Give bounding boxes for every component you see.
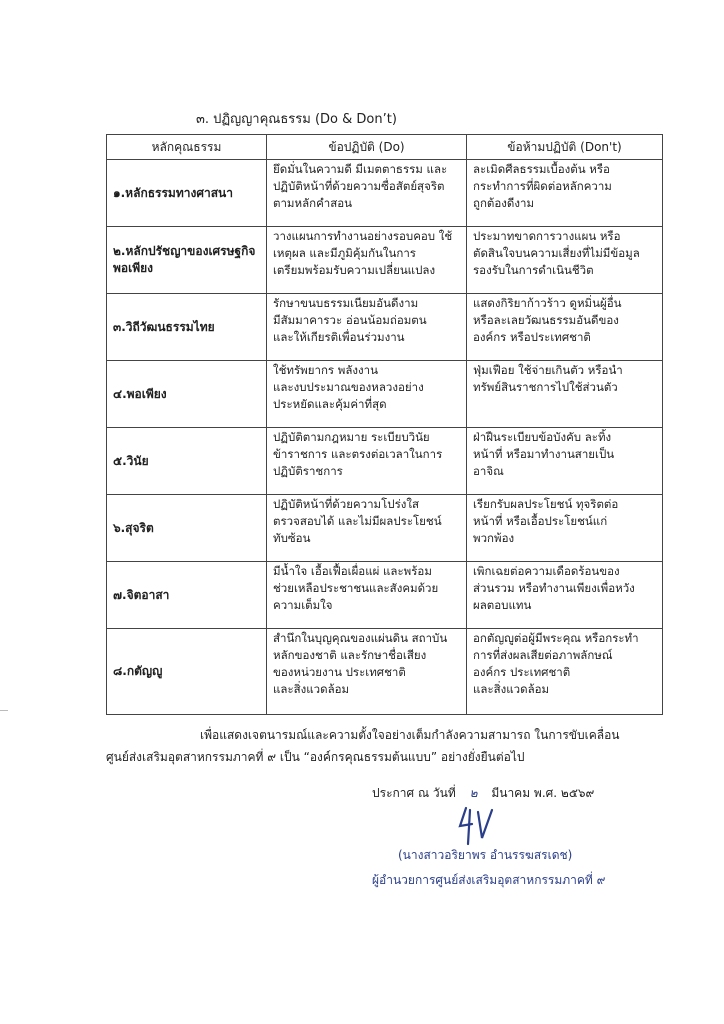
- table-body: [107, 160, 663, 715]
- dont-cell: [467, 361, 663, 428]
- header-dont: ข้อห้ามปฏิบัติ (Don't): [467, 135, 663, 160]
- do-cell-line: ประหยัดและคุ้มค่าที่สุด: [273, 397, 387, 411]
- do-cell: [267, 294, 467, 361]
- do-cell: [267, 629, 467, 715]
- dont-cell-line: เรียกรับผลประโยชน์ ทุจริตต่อ: [473, 497, 619, 511]
- dont-cell-line: หน้าที่ หรือเอื้อประโยชน์แก่: [473, 514, 608, 528]
- signer-position: ผู้อำนวยการศูนย์ส่งเสริมอุตสาหกรรมภาคที่ ๙: [372, 873, 606, 887]
- do-cell-line: ยึดมั่นในความดี มีเมตตาธรรม และ: [273, 162, 448, 176]
- do-cell-line: มีน้ำใจ เอื้อเฟื้อเผื่อแผ่ และพร้อม: [273, 564, 432, 578]
- dont-cell-line: อาจิณ: [473, 464, 504, 478]
- ethics-table: [106, 134, 663, 715]
- header-principle: หลักคุณธรรม: [107, 135, 267, 160]
- table-row: [107, 361, 663, 428]
- do-cell: [267, 361, 467, 428]
- dont-cell-line: รองรับในการดำเนินชีวิต: [473, 263, 594, 277]
- table-row: [107, 495, 663, 562]
- closing-line-2: ศูนย์ส่งเสริมอุตสาหกรรมภาคที่ ๙ เป็น “องค์กรคุณธรรมต้นแบบ” อย่างยั่งยืนต่อไป: [106, 750, 525, 764]
- dont-cell: [467, 428, 663, 495]
- announcement-date: [372, 784, 594, 803]
- announcement-day: ๒: [469, 786, 478, 800]
- principle-cell: [107, 227, 267, 294]
- dont-cell-line: ทรัพย์สินราชการไปใช้ส่วนตัว: [473, 380, 618, 394]
- principle-cell: [107, 361, 267, 428]
- principle-cell-line: ๒.หลักปรัชญาของเศรษฐกิจ: [113, 244, 256, 258]
- announcement-month-year: มีนาคม พ.ศ. ๒๕๖๙: [491, 786, 595, 800]
- table-row: [107, 629, 663, 715]
- principle-cell-line: ๖.สุจริต: [113, 520, 154, 535]
- principle-cell-line: ๘.กตัญญู: [113, 664, 163, 678]
- table-row: [107, 160, 663, 227]
- principle-cell: [107, 629, 267, 715]
- do-cell-line: ความเต็มใจ: [273, 598, 333, 612]
- do-cell-line: ของหน่วยงาน ประเทศชาติ: [273, 665, 406, 679]
- do-cell: [267, 160, 467, 227]
- dont-cell-line: องค์กร ประเทศชาติ: [473, 665, 571, 679]
- dont-cell-line: ถูกต้องดีงาม: [473, 196, 535, 210]
- table-row: [107, 227, 663, 294]
- principle-cell-line: พอเพียง: [113, 261, 154, 275]
- dont-cell-line: ประมาทขาดการวางแผน หรือ: [473, 229, 621, 243]
- do-cell-line: ช่วยเหลือประชาชนและสังคมด้วย: [273, 581, 439, 595]
- dont-cell: [467, 160, 663, 227]
- table-header-row: [107, 135, 663, 160]
- announcement-prefix: ประกาศ ณ วันที่: [372, 786, 456, 800]
- principle-cell: [107, 428, 267, 495]
- principle-cell-line: ๕.วินัย: [113, 453, 149, 468]
- do-cell-line: หลักของชาติ และรักษาชื่อเสียง: [273, 648, 427, 662]
- section-title: ๓. ปฏิญญาคุณธรรม (Do & Don’t): [196, 112, 397, 127]
- do-cell-line: และสิ่งแวดล้อม: [273, 682, 350, 696]
- principle-cell: [107, 160, 267, 227]
- do-cell-line: ปฏิบัติหน้าที่ด้วยความซื่อสัตย์สุจริต: [273, 179, 445, 193]
- do-cell-line: วางแผนการทำงานอย่างรอบคอบ ใช้: [273, 229, 453, 243]
- dont-cell-line: ผลตอบแทน: [473, 598, 532, 612]
- do-cell-line: ใช้ทรัพยากร พลังงาน: [273, 363, 378, 377]
- header-do: ข้อปฏิบัติ (Do): [267, 135, 467, 160]
- principle-cell: [107, 495, 267, 562]
- dont-cell: [467, 294, 663, 361]
- do-cell-line: ปฏิบัติหน้าที่ด้วยความโปร่งใส: [273, 497, 420, 511]
- do-cell-line: รักษาขนบธรรมเนียมอันดีงาม: [273, 296, 419, 310]
- dont-cell-line: อกตัญญูต่อผู้มีพระคุณ หรือกระทำ: [473, 631, 639, 645]
- dont-cell-line: กระทำการที่ผิดต่อหลักความ: [473, 179, 612, 193]
- dont-cell-line: แสดงกิริยาก้าวร้าว ดูหมิ่นผู้อื่น: [473, 296, 622, 310]
- dont-cell-line: เพิกเฉยต่อความเดือดร้อนของ: [473, 564, 620, 578]
- principle-cell-line: ๔.พอเพียง: [113, 386, 167, 401]
- dont-cell-line: ส่วนรวม หรือทำงานเพียงเพื่อหวัง: [473, 581, 635, 595]
- signer-name: (นางสาวอริยาพร อำนรรฆสรเดช): [398, 848, 573, 862]
- dont-cell-line: ฟุ่มเฟือย ใช้จ่ายเกินตัว หรือนำ: [473, 363, 623, 377]
- table-row: [107, 562, 663, 629]
- dont-cell: [467, 562, 663, 629]
- do-cell-line: ตรวจสอบได้ และไม่มีผลประโยชน์: [273, 514, 442, 528]
- do-cell: [267, 227, 467, 294]
- do-cell-line: ปฏิบัติตามกฎหมาย ระเบียบวินัย: [273, 430, 430, 444]
- do-cell-line: ตามหลักคำสอน: [273, 196, 353, 210]
- scan-margin-mark: [0, 710, 8, 711]
- do-cell: [267, 562, 467, 629]
- closing-line-1: เพื่อแสดงเจตนารมณ์และความตั้งใจอย่างเต็มกำลังความสามารถ ในการขับเคลื่อน: [200, 728, 620, 742]
- principle-cell: [107, 294, 267, 361]
- do-cell-line: ทับซ้อน: [273, 531, 311, 545]
- do-cell-line: มีสัมมาคารวะ อ่อนน้อมถ่อมตน: [273, 313, 427, 327]
- closing-paragraph: [106, 724, 666, 768]
- handwritten-signature: [452, 804, 500, 848]
- do-cell-line: และให้เกียรติเพื่อนร่วมงาน: [273, 330, 405, 344]
- dont-cell: [467, 629, 663, 715]
- principle-cell-line: ๑.หลักธรรมทางศาสนา: [113, 185, 233, 200]
- dont-cell-line: ฝ่าฝืนระเบียบข้อบังคับ ละทิ้ง: [473, 430, 612, 444]
- do-cell-line: สำนึกในบุญคุณของแผ่นดิน สถาบัน: [273, 631, 448, 645]
- dont-cell-line: ตัดสินใจบนความเสี่ยงที่ไม่มีข้อมูล: [473, 246, 640, 260]
- table-row: [107, 294, 663, 361]
- do-cell-line: ข้าราชการ และตรงต่อเวลาในการ: [273, 447, 443, 461]
- do-cell-line: ปฏิบัติราชการ: [273, 464, 343, 478]
- dont-cell: [467, 227, 663, 294]
- principle-cell: [107, 562, 267, 629]
- do-cell: [267, 428, 467, 495]
- table-row: [107, 428, 663, 495]
- dont-cell-line: และสิ่งแวดล้อม: [473, 682, 550, 696]
- do-cell-line: เตรียมพร้อมรับความเปลี่ยนแปลง: [273, 263, 436, 277]
- dont-cell-line: องค์กร หรือประเทศชาติ: [473, 330, 591, 344]
- dont-cell-line: การที่ส่งผลเสียต่อภาพลักษณ์: [473, 648, 613, 662]
- do-cell: [267, 495, 467, 562]
- principle-cell-line: ๓.วิถีวัฒนธรรมไทย: [113, 319, 215, 334]
- dont-cell-line: หน้าที่ หรือมาทำงานสายเป็น: [473, 447, 615, 461]
- dont-cell-line: หรือละเลยวัฒนธรรมอันดีของ: [473, 313, 619, 327]
- do-cell-line: และงบประมาณของหลวงอย่าง: [273, 380, 424, 394]
- dont-cell-line: ละเมิดศีลธรรมเบื้องต้น หรือ: [473, 162, 610, 176]
- principle-cell-line: ๗.จิตอาสา: [113, 587, 170, 602]
- dont-cell: [467, 495, 663, 562]
- do-cell-line: เหตุผล และมีภูมิคุ้มกันในการ: [273, 246, 416, 260]
- dont-cell-line: พวกพ้อง: [473, 531, 515, 545]
